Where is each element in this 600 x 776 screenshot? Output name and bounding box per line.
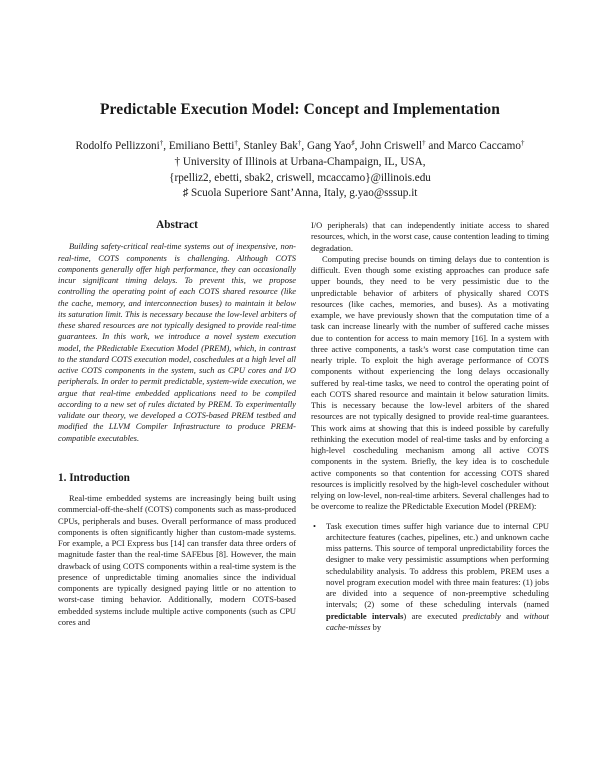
bullet-text-b: ) are executed (403, 610, 458, 621)
bullet-italic-term-2: without cache-misses (326, 610, 550, 632)
author-emails: {rpelliz2, ebetti, sbak2, criswell, mcaccamo}@illinois.edu (169, 171, 431, 184)
author-name: John Criswell (360, 140, 423, 152)
affiliation-2: ♯ Scuola Superiore Sant’Anna, Italy, g.yao@sssup.it (182, 187, 418, 200)
author-line: Rodolfo Pellizzoni†, Emiliano Betti†, Stanley Bak†, Gang Yao♯, John Criswell† and Marco Caccamo† (75, 139, 525, 152)
abstract-text: Building safety-critical real-time systems out of inexpensive, non-real-time, COTS components is challenging. Although COTS components generally offer high performance, they can occasionally incur significant timing delays. To prevent this, we propose controlling the operating point of each COTS shared resource (like the cache, memory, and interconnection buses) to maintain it below its saturation limit. This is necessary because the low-level arbiters of these shared resources are not typically designed to provide real-time guarantees. In this work, we introduce a novel system execution model, the PRedictable Execution Model (PREM), which, in contrast to the standard COTS execution model, coschedules at a high level all active COTS components in the system, such as CPU cores and I/O peripherals. In order to permit predictable, system-wide execution, we argue that real-time embedded applications need to be compiled according to a new set of rules dictated by PREM. To experimentally validate our theory, we developed a COTS-based PREM testbed and modified the LLVM Compiler Infrastructure to produce PREM-compatible executables. (58, 241, 296, 443)
affiliation-mark: † (422, 139, 426, 147)
abstract-section (58, 220, 296, 444)
list-item (322, 521, 549, 634)
intro-paragraph-2: Computing precise bounds on timing delays due to contention is difficult. Even though some existing approaches can produce safe upper bounds, they need to be very pessimistic due to the unpredictable behavior of arbiters of physically shared COTS resources (like caches, memories, and buses). As a motivating example, we have previously shown that the computation time of a task can increase linearly with the number of suffered cache misses due to contention for access to main memory [16]. In a system with three active components, a task’s worst case computation time can nearly triple. To exploit the high average performance of COTS components without experiencing the long delays occasionally suffered by real-time tasks, we need to control the operating point of each COTS shared resource and maintain it below saturation limits. This is necessary because the low-level arbiters of the shared resources are not typically designed to provide real-time guarantees. This work aims at showing that this is indeed possible by carefully rethinking the execution model of real-time tasks and by enforcing a high-level coscheduling mechanism among all active COTS components in the system. Briefly, the key idea is to coschedule active components so that contention for accessing COTS shared resources is implicitly resolved by the high-level coscheduler without relying on low-level, non-real-time arbiters. Several challenges had to be overcome to realize the PRedictable Execution Model (PREM): (311, 253, 549, 512)
author-name: Emiliano Betti (168, 140, 235, 152)
left-column (58, 220, 296, 628)
author-name: Stanley Bak (243, 140, 298, 152)
affiliation-mark: † (520, 139, 525, 147)
and-word: and (428, 140, 445, 152)
affiliation-mark: † (234, 139, 238, 147)
challenge-list (311, 521, 549, 634)
affiliation-mark: ♯ (351, 139, 355, 147)
paper-title: Predictable Execution Model: Concept and Implementation (99, 101, 500, 118)
bullet-bold-term: predictable intervals (326, 610, 404, 621)
bullet-text-a: Task execution times suffer high variance due to internal CPU architecture features (caches, pipelines, etc.) and unknown cache miss patterns. This source of temporal unpredictability forces the designer to make very pessimistic assumptions when performing schedulability analysis. To address this problem, PREM uses a novel program execution model with three main features: (1) jobs are divided into a sequence of non-preemptive scheduling intervals; (2) some of these scheduling intervals (named (326, 520, 549, 610)
affiliation-1: † University of Illinois at Urbana-Champaign, IL, USA, (174, 155, 426, 168)
author-name: Gang Yao (307, 140, 352, 152)
introduction-heading: 1. Introduction (58, 471, 130, 484)
intro-paragraph-1: Real-time embedded systems are increasingly being built using commercial-off-the-shelf (COTS) components such as mass-produced CPUs, peripherals and buses. Overall performance of mass produced components is often significantly higher than custom-made systems. For example, a PCI Express bus [14] can transfer data three orders of magnitude faster than the real-time SAFEbus [8]. However, the main drawback of using COTS components within a real-time system is the presence of unpredictable timing anomalies since the individual components are typically designed paying little or no attention to worst-case timing behavior. Additionally, modern COTS-based embedded systems include multiple active components (such as CPU cores and (58, 493, 296, 627)
intro-paragraph-1-continued: I/O peripherals) that can independently initiate access to shared resources, which, in the worst case, cause contention leading to timing degradation. (311, 220, 549, 253)
bullet-text-c: and (506, 610, 519, 621)
right-column (311, 220, 549, 633)
affiliation-mark: † (297, 139, 302, 147)
affiliation-mark: † (159, 139, 164, 147)
author-block (40, 139, 560, 202)
abstract-heading: Abstract (156, 219, 198, 231)
bullet-text-d: by (372, 621, 382, 632)
author-name: Marco Caccamo (447, 140, 521, 152)
author-name: Rodolfo Pellizzoni (75, 140, 160, 152)
bullet-italic-term-1: predictably (462, 610, 501, 621)
